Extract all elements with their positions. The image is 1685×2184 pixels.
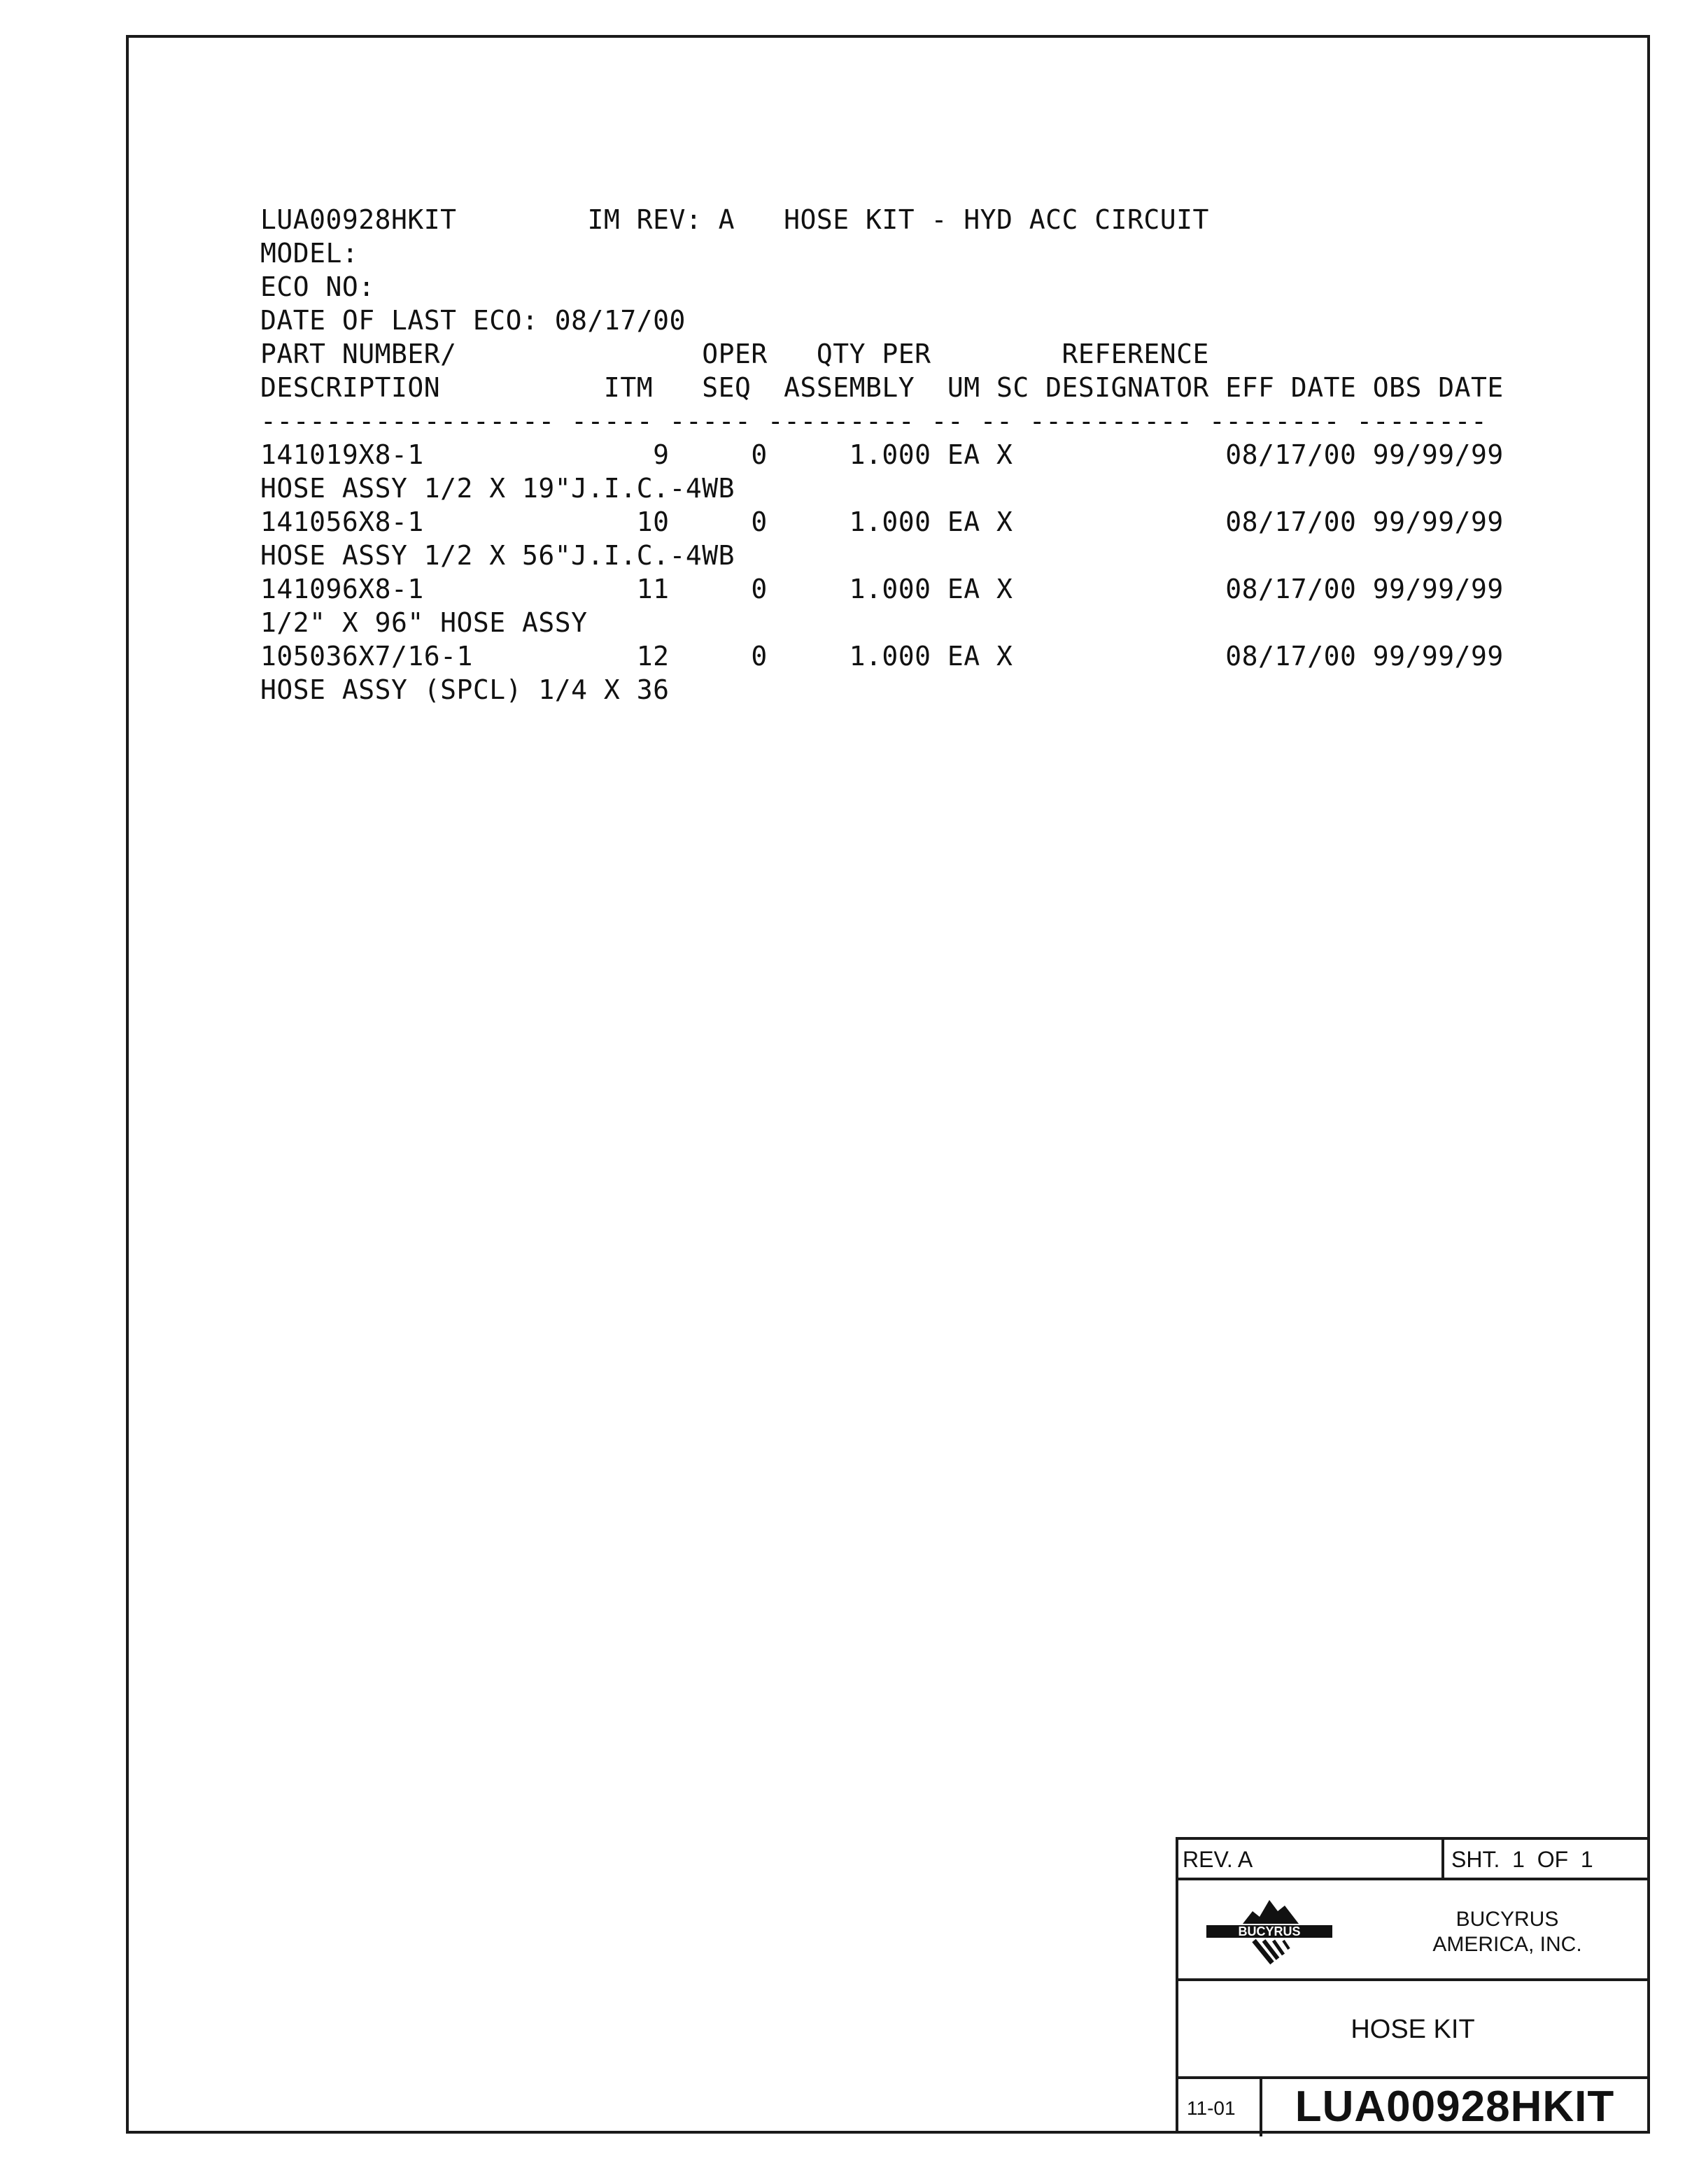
header-line: LUA00928HKIT IM REV: A HOSE KIT - HYD ACC CIRCUIT: [260, 204, 1209, 235]
title-block-company-row: [1178, 1880, 1647, 1981]
item-10-description: HOSE ASSY 1/2 X 56"J.I.C.-4WB: [260, 540, 735, 571]
sheet-label: SHT. 1 OF 1: [1451, 1847, 1593, 1872]
bill-of-materials-listing: [260, 203, 1504, 707]
title-block-revision-row: [1178, 1840, 1647, 1880]
revision-label: REV. A: [1183, 1847, 1253, 1872]
sheet-cell: [1441, 1840, 1647, 1878]
column-header-line-1: PART NUMBER/ OPER QTY PER REFERENCE: [260, 339, 1209, 369]
drawing-title: HOSE KIT: [1351, 2015, 1475, 2044]
eco-number-line: ECO NO:: [260, 271, 375, 302]
item-12-description: HOSE ASSY (SPCL) 1/4 X 36: [260, 674, 670, 705]
date-cell: [1178, 2079, 1262, 2136]
title-block-number-row: [1178, 2079, 1647, 2136]
last-eco-date-line: DATE OF LAST ECO: 08/17/00: [260, 305, 686, 336]
item-11-description: 1/2" X 96" HOSE ASSY: [260, 607, 588, 638]
drawing-date: 11-01: [1187, 2097, 1236, 2119]
bucyrus-logo-icon: [1206, 1896, 1332, 1966]
item-9-row: 141019X8-1 9 0 1.000 EA X 08/17/00 99/99/99: [260, 439, 1504, 470]
column-header-line-2: DESCRIPTION ITM SEQ ASSEMBLY UM SC DESIGNATOR EFF DATE OBS DATE: [260, 372, 1504, 403]
company-name-line-2: AMERICA, INC.: [1432, 1933, 1582, 1956]
company-name: [1374, 1907, 1640, 1957]
item-9-description: HOSE ASSY 1/2 X 19"J.I.C.-4WB: [260, 473, 735, 504]
item-11-row: 141096X8-1 11 0 1.000 EA X 08/17/00 99/99/99: [260, 574, 1504, 604]
column-separator-line: ------------------ ----- ----- --------- -- -- ---------- -------- --------: [260, 406, 1488, 437]
model-line: MODEL:: [260, 238, 359, 269]
drawing-number: LUA00928HKIT: [1295, 2083, 1615, 2131]
logo-wordmark: BUCYRUS: [1238, 1924, 1301, 1938]
item-10-row: 141056X8-1 10 0 1.000 EA X 08/17/00 99/99/99: [260, 506, 1504, 537]
title-block-title-row: [1178, 1981, 1647, 2079]
company-name-line-1: BUCYRUS: [1455, 1908, 1559, 1931]
title-block: [1176, 1837, 1647, 2134]
item-12-row: 105036X7/16-1 12 0 1.000 EA X 08/17/00 99/99/99: [260, 641, 1504, 672]
